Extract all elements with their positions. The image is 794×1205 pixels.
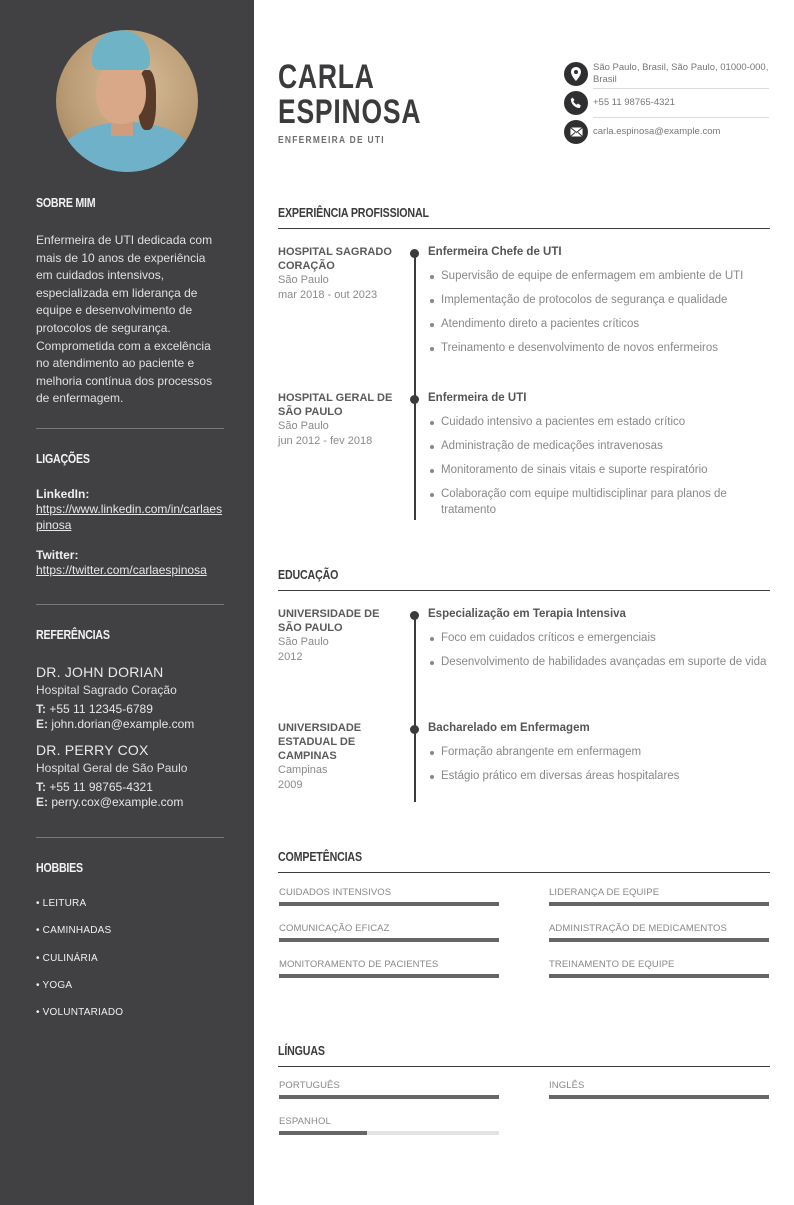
skill-bar (279, 959, 499, 978)
hobby-item: • YOGA (36, 979, 73, 991)
reference-org: Hospital Sagrado Coração (36, 683, 177, 697)
degree-title: Bacharelado em Enfermagem (428, 722, 590, 734)
hobby-item: • LEITURA (36, 898, 87, 909)
language-label: ESPANHOL (279, 1116, 331, 1127)
phone-label: T: (36, 780, 46, 794)
contact-phone (564, 91, 770, 115)
location: São Paulo (278, 274, 329, 286)
contact-address (564, 62, 770, 86)
divider (593, 117, 769, 118)
references-section (36, 627, 224, 810)
languages-heading: LÍNGUAS (278, 1043, 770, 1067)
language-label: PORTUGUÊS (279, 1080, 340, 1091)
skill-bar (549, 959, 769, 978)
education-heading: EDUCAÇÃO (278, 567, 770, 591)
skill-bar (549, 887, 769, 906)
candidate-name (278, 60, 421, 130)
hobby-item: • VOLUNTARIADO (36, 1007, 124, 1019)
institution: UNIVERSIDADE ESTADUAL DE CAMPINAS (278, 722, 362, 762)
twitter-label: Twitter: (36, 548, 79, 562)
bullet-item: Administração de medicações intravenosas (428, 438, 770, 454)
skill-label: COMUNICAÇÃO EFICAZ (279, 923, 390, 934)
reference-item (36, 664, 224, 732)
address-text: São Paulo, Brasil, São Paulo, 01000-000, Brasil (593, 62, 769, 85)
skill-bar (279, 887, 499, 906)
bullet-item: Implementação de protocolos de segurança e qualidade (428, 292, 770, 308)
links-heading: LIGAÇÕES (36, 451, 90, 466)
candidate-role: ENFERMEIRA DE UTI (278, 134, 385, 146)
envelope-icon (564, 120, 588, 144)
language-bar (279, 1080, 499, 1099)
reference-name: DR. JOHN DORIAN (36, 664, 164, 680)
bullet-item: Foco em cuidados críticos e emergenciais (428, 630, 770, 646)
linkedin-link[interactable]: https://www.linkedin.com/in/carlaespinosa (36, 502, 223, 532)
bullet-item: Estágio prático em diversas áreas hospitalares (428, 768, 770, 784)
links-section (36, 451, 224, 578)
job-title: Enfermeira de UTI (428, 392, 527, 404)
bullet-item: Atendimento direto a pacientes críticos (428, 316, 770, 332)
email-text[interactable]: carla.espinosa@example.com (593, 126, 721, 137)
timeline-line (414, 729, 416, 802)
hobbies-heading: HOBBIES (36, 860, 83, 875)
skill-label: TREINAMENTO DE EQUIPE (549, 959, 675, 970)
location: São Paulo (278, 420, 329, 432)
timeline-line (414, 615, 416, 729)
bullet-item: Monitoramento de sinais vitais e suporte respiratório (428, 462, 770, 478)
skill-bar (549, 923, 769, 942)
employer: HOSPITAL SAGRADO CORAÇÃO (278, 246, 392, 272)
dates: jun 2012 - fev 2018 (278, 434, 373, 447)
institution: UNIVERSIDADE DE SÃO PAULO (278, 608, 380, 634)
divider (593, 88, 769, 89)
about-heading: SOBRE MIM (36, 195, 96, 210)
dates: 2009 (278, 778, 303, 791)
hobbies-section (36, 860, 224, 1033)
skill-label: CUIDADOS INTENSIVOS (279, 887, 392, 898)
language-label: INGLÊS (549, 1080, 585, 1091)
employer: HOSPITAL GERAL DE SÃO PAULO (278, 392, 393, 418)
degree-title: Especialização em Terapia Intensiva (428, 608, 626, 620)
bullet-item: Desenvolvimento de habilidades avançadas em suporte de vida (428, 654, 770, 670)
divider (36, 837, 224, 838)
bullet-item: Treinamento e desenvolvimento de novos enfermeiros (428, 340, 770, 356)
reference-item (36, 742, 224, 810)
bullet-item: Colaboração com equipe multidisciplinar para planos de tratamento (428, 486, 770, 518)
reference-org: Hospital Geral de São Paulo (36, 761, 188, 775)
bullet-item: Formação abrangente em enfermagem (428, 744, 770, 760)
timeline-line (414, 399, 416, 520)
about-text: Enfermeira de UTI dedicada com mais de 10 anos de experiência em cuidados intensivos, especializada em liderança de equipe e desenvolvimento de protocolos de segurança. Comprometida com a excelência no atendimento ao paciente e melhoria contínua dos processos de enfermagem. (36, 233, 213, 406)
email-label: E: (36, 795, 48, 809)
reference-email: john.dorian@example.com (51, 717, 195, 731)
last-name: ESPINOSA (278, 93, 422, 131)
location: São Paulo (278, 636, 329, 648)
timeline-line (414, 253, 416, 401)
email-label: E: (36, 717, 48, 731)
contact-email (564, 120, 770, 144)
phone-text: +55 11 98765-4321 (593, 97, 675, 108)
location: Campinas (278, 764, 328, 776)
about-section (36, 195, 224, 408)
references-heading: REFERÊNCIAS (36, 627, 110, 642)
skill-bar (279, 923, 499, 942)
linkedin-label: LinkedIn: (36, 487, 90, 501)
sidebar (0, 0, 254, 1205)
phone-label: T: (36, 702, 46, 716)
reference-email: perry.cox@example.com (51, 795, 184, 809)
reference-phone: +55 11 12345-6789 (49, 702, 153, 716)
twitter-link[interactable]: https://twitter.com/carlaespinosa (36, 563, 207, 577)
skill-label: MONITORAMENTO DE PACIENTES (279, 959, 439, 970)
bullet-item: Supervisão de equipe de enfermagem em ambiente de UTI (428, 268, 770, 284)
language-bar (279, 1116, 499, 1135)
job-title: Enfermeira Chefe de UTI (428, 246, 562, 258)
skills-heading: COMPETÊNCIAS (278, 849, 770, 873)
language-bar (549, 1080, 769, 1099)
phone-icon (564, 91, 588, 115)
divider (36, 428, 224, 429)
bullet-item: Cuidado intensivo a pacientes em estado crítico (428, 414, 770, 430)
dates: mar 2018 - out 2023 (278, 288, 378, 301)
first-name: CARLA (278, 58, 375, 96)
skill-label: LIDERANÇA DE EQUIPE (549, 887, 660, 898)
hobby-item: • CULINÁRIA (36, 952, 98, 964)
profile-photo (56, 30, 198, 172)
skill-label: ADMINISTRAÇÃO DE MEDICAMENTOS (549, 923, 727, 934)
reference-phone: +55 11 98765-4321 (49, 780, 153, 794)
dates: 2012 (278, 650, 303, 663)
reference-name: DR. PERRY COX (36, 742, 149, 758)
divider (36, 604, 224, 605)
experience-heading: EXPERIÊNCIA PROFISSIONAL (278, 205, 770, 229)
hobby-item: • CAMINHADAS (36, 925, 112, 937)
location-pin-icon (564, 62, 588, 86)
